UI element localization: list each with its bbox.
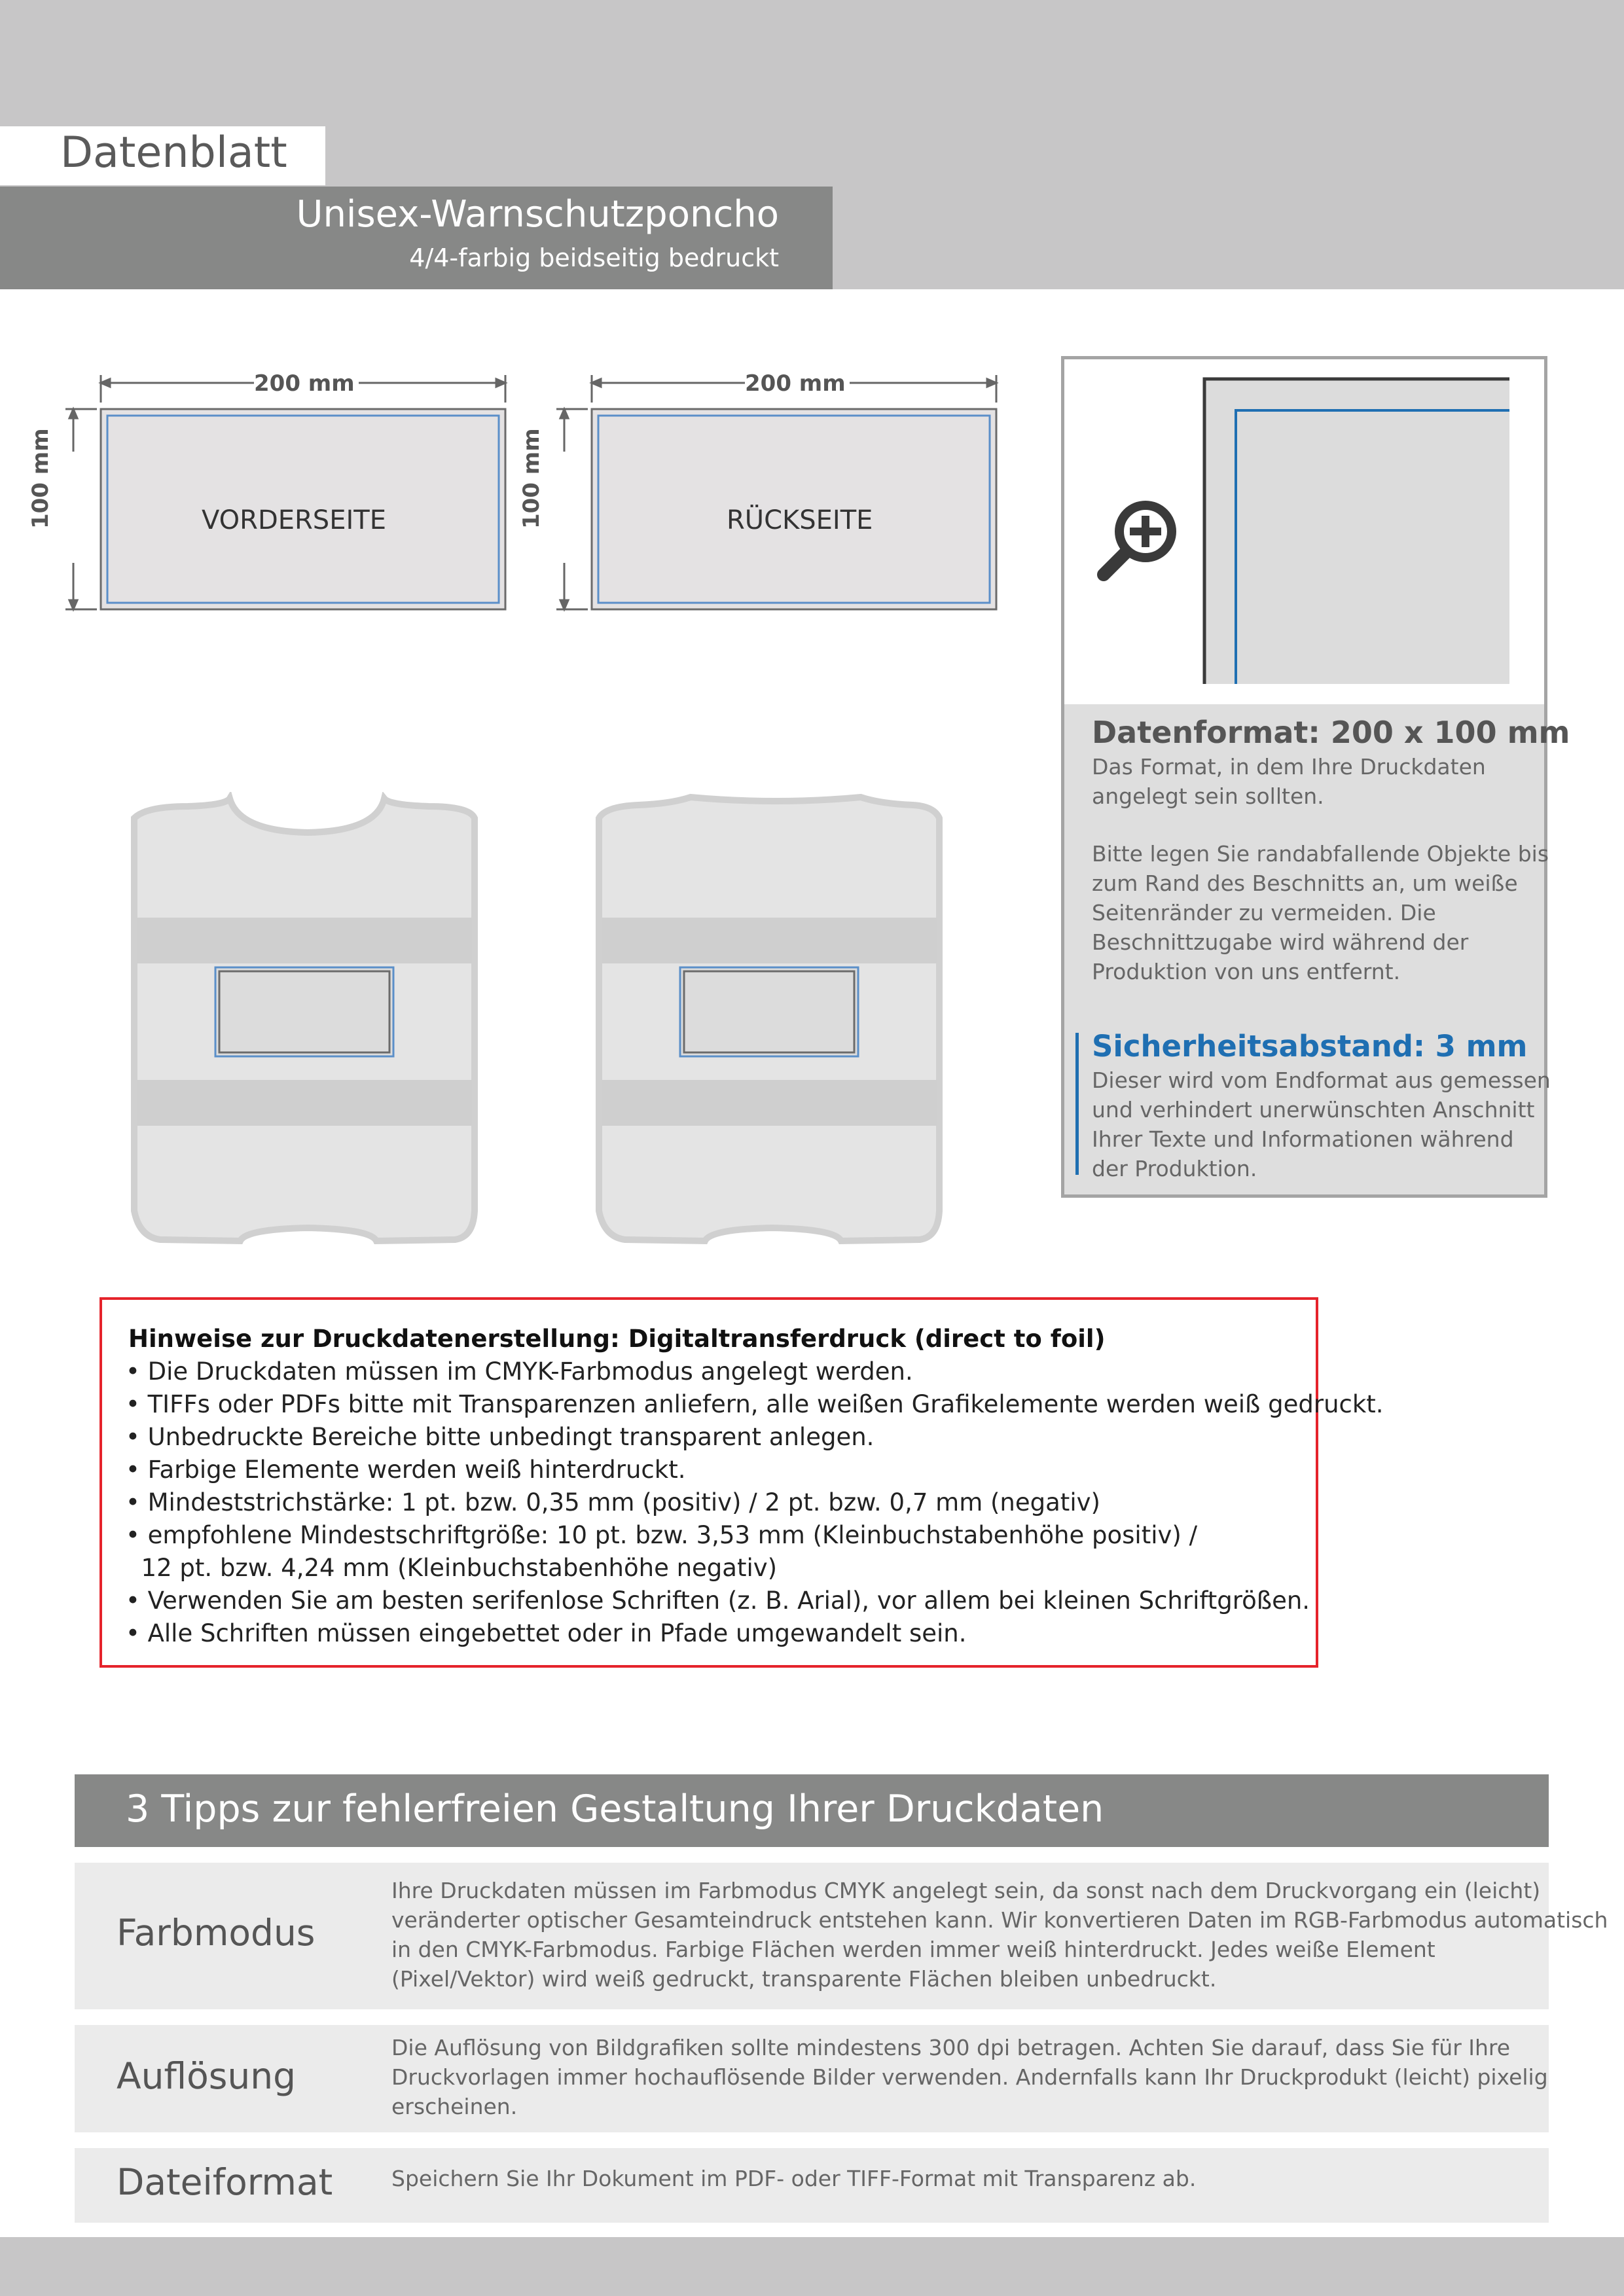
product-name: Unisex-Warnschutzponcho <box>296 193 779 236</box>
tip-label: Dateiformat <box>117 2161 333 2203</box>
front-width-label: 200 mm <box>254 370 355 397</box>
notice-line: • Unbedruckte Bereiche bitte unbedingt transparent anlegen. <box>126 1423 875 1451</box>
info-text-line: Das Format, in dem Ihre Druckdaten <box>1092 754 1486 780</box>
info-text-line: Bitte legen Sie randabfallende Objekte bis <box>1092 841 1549 867</box>
tip-text-line: (Pixel/Vektor) wird weiß gedruckt, transparente Flächen bleiben unbedruckt. <box>391 1966 1217 1992</box>
vest-front-illustration <box>128 792 494 1250</box>
notice-line: • Alle Schriften müssen eingebettet oder in Pfade umgewandelt sein. <box>126 1619 967 1647</box>
info-text-line: Produktion von uns entfernt. <box>1092 959 1401 984</box>
notice-line: • Die Druckdaten müssen im CMYK-Farbmodus angelegt werden. <box>126 1357 913 1386</box>
tip-label: Auflösung <box>117 2055 297 2097</box>
notice-line: • Mindeststrichstärke: 1 pt. bzw. 0,35 mm (positiv) / 2 pt. bzw. 0,7 mm (negativ) <box>126 1488 1100 1516</box>
tip-text-line: Speichern Sie Ihr Dokument im PDF- oder TIFF-Format mit Transparenz ab. <box>391 2166 1197 2191</box>
vest-back-illustration <box>592 792 959 1250</box>
info-text-line: angelegt sein sollten. <box>1092 783 1324 809</box>
safety-margin-title: Sicherheitsabstand: 3 mm <box>1092 1029 1528 1064</box>
back-format-diagram <box>549 363 1020 619</box>
safety-text-line: und verhindert unerwünschten Anschnitt <box>1092 1097 1535 1122</box>
tips-title: 3 Tipps zur fehlerfreien Gestaltung Ihrer Druckdaten <box>126 1787 1104 1831</box>
back-width-label: 200 mm <box>745 370 846 397</box>
front-side-label: VORDERSEITE <box>202 505 386 535</box>
bleed-zoom-illustration <box>1202 376 1509 684</box>
back-height-label: 100 mm <box>518 428 545 529</box>
tip-text-line: in den CMYK-Farbmodus. Farbige Flächen werden immer weiß hinterdruckt. Jedes weiße Element <box>391 1937 1435 1962</box>
tip-text-line: veränderter optischer Gesamteindruck entstehen kann. Wir konvertieren Daten im RGB-Farbmodus automatisch <box>391 1907 1608 1933</box>
safety-accent-bar <box>1075 1033 1079 1175</box>
data-format-title: Datenformat: 200 x 100 mm <box>1092 715 1570 750</box>
info-text-line: zum Rand des Beschnitts an, um weiße <box>1092 870 1518 896</box>
notice-title: Hinweise zur Druckdatenerstellung: Digitaltransferdruck (direct to foil) <box>128 1325 1106 1353</box>
tip-label: Farbmodus <box>117 1912 316 1954</box>
safety-text-line: der Produktion. <box>1092 1156 1257 1181</box>
page-title: Datenblatt <box>60 128 287 177</box>
footer-band <box>0 2237 1624 2296</box>
notice-line: • Farbige Elemente werden weiß hinterdruckt. <box>126 1456 686 1484</box>
notice-line: • empfohlene Mindestschriftgröße: 10 pt. bzw. 3,53 mm (Kleinbuchstabenhöhe positiv) / <box>126 1521 1198 1549</box>
info-text-line: Seitenränder zu vermeiden. Die <box>1092 900 1436 925</box>
notice-line: 12 pt. bzw. 4,24 mm (Kleinbuchstabenhöhe negativ) <box>126 1554 778 1582</box>
notice-line: • TIFFs oder PDFs bitte mit Transparenzen anliefern, alle weißen Grafikelemente werden weiß gedruckt. <box>126 1390 1384 1418</box>
front-format-diagram <box>58 363 529 619</box>
back-side-label: RÜCKSEITE <box>727 505 873 535</box>
tip-text-line: erscheinen. <box>391 2094 518 2119</box>
safety-text-line: Ihrer Texte und Informationen während <box>1092 1126 1514 1152</box>
notice-line: • Verwenden Sie am besten serifenlose Schriften (z. B. Arial), vor allem bei kleinen Schriftgrößen. <box>126 1587 1310 1615</box>
zoom-in-icon <box>1093 492 1185 584</box>
tip-text-line: Ihre Druckdaten müssen im Farbmodus CMYK angelegt sein, da sonst nach dem Druckvorgang ein (leicht) <box>391 1878 1541 1903</box>
info-text-line: Beschnittzugabe wird während der <box>1092 929 1469 955</box>
safety-text-line: Dieser wird vom Endformat aus gemessen <box>1092 1067 1551 1093</box>
tip-text-line: Die Auflösung von Bildgrafiken sollte mindestens 300 dpi betragen. Achten Sie darauf, dass Sie für Ihre <box>391 2035 1511 2060</box>
product-subtitle: 4/4-farbig beidseitig bedruckt <box>409 243 779 272</box>
front-height-label: 100 mm <box>27 428 54 529</box>
tip-text-line: Druckvorlagen immer hochauflösende Bilder verwenden. Andernfalls kann Ihr Druckprodukt (leicht) pixelig <box>391 2064 1548 2090</box>
